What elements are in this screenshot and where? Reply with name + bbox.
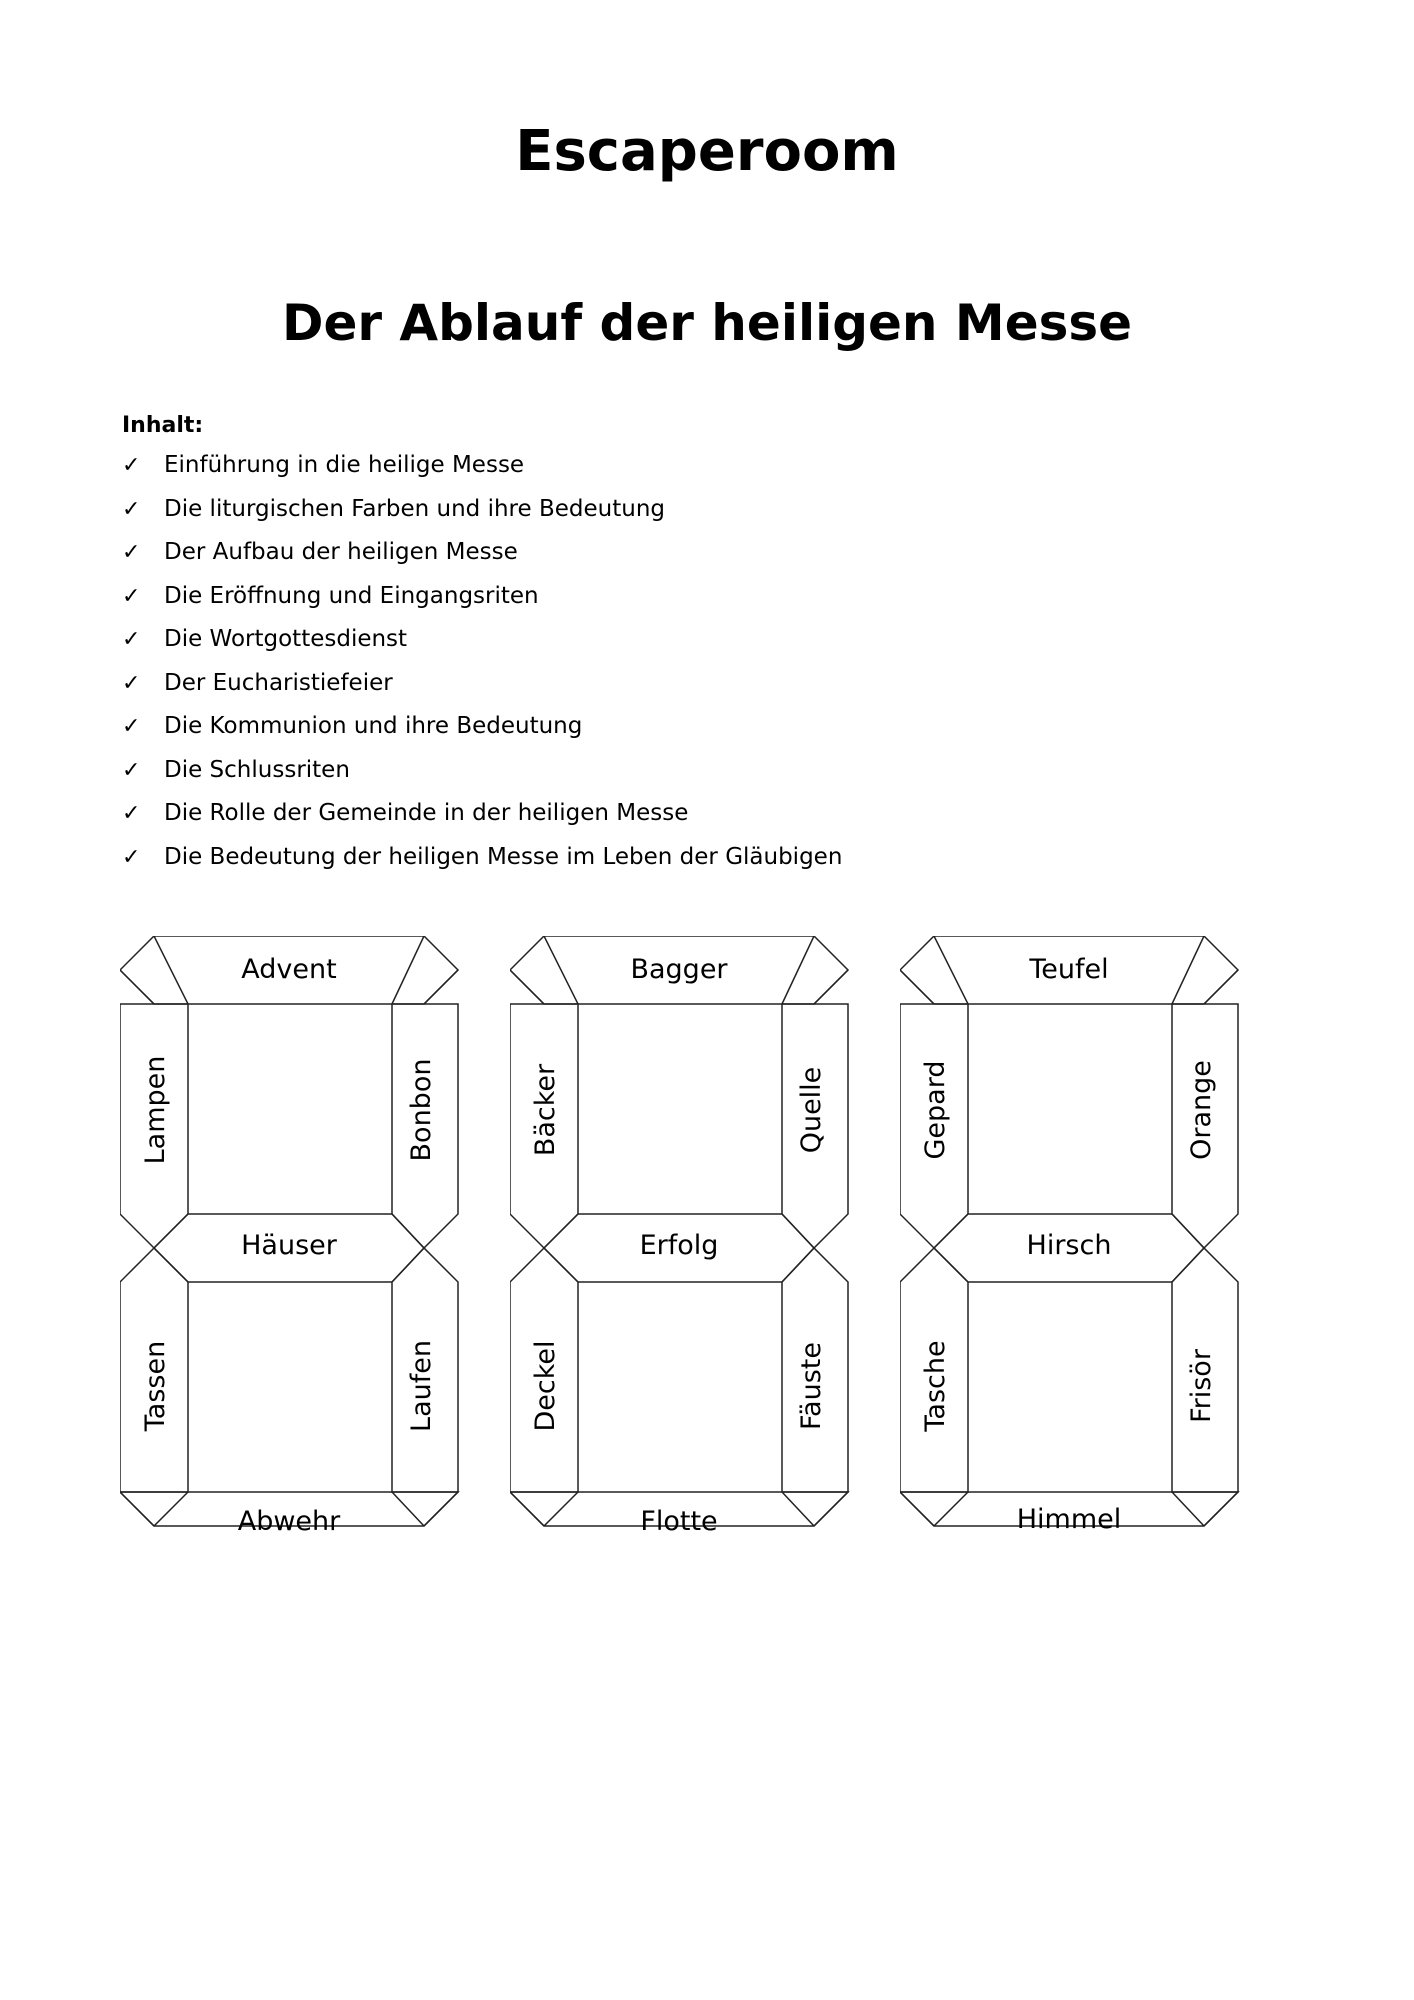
- content-item: [122, 705, 1322, 749]
- content-item: [122, 792, 1322, 836]
- content-item: [122, 531, 1322, 575]
- checkmark-icon: ✓: [122, 627, 141, 652]
- segment-lower-right-label: Fäuste: [796, 1342, 827, 1430]
- content-list: [122, 444, 1322, 879]
- segment-upper-right-label: Quelle: [796, 1066, 827, 1154]
- checkmark-icon: ✓: [122, 801, 141, 826]
- content-section: [122, 408, 1322, 879]
- segment-bottom-label: Flotte: [640, 1506, 718, 1537]
- segment-upper-right-label: Orange: [1186, 1060, 1217, 1160]
- segment-lower-right-label: Laufen: [406, 1340, 437, 1432]
- content-item: [122, 618, 1322, 662]
- content-item-text: Die Rolle der Gemeinde in der heiligen Messe: [164, 800, 689, 826]
- seven-segment-digit-3: [900, 936, 1246, 1566]
- seven-segment-puzzles: [120, 936, 1260, 1566]
- segment-middle-label: Häuser: [241, 1230, 337, 1261]
- content-item: [122, 662, 1322, 706]
- seven-segment-digit-1: [120, 936, 466, 1566]
- page-title: Escaperoom: [515, 119, 899, 184]
- content-item-text: Der Aufbau der heiligen Messe: [164, 539, 518, 565]
- content-item: [122, 575, 1322, 619]
- segment-lower-left-label: Deckel: [530, 1340, 561, 1432]
- content-item-text: Einführung in die heilige Messe: [164, 452, 525, 478]
- page-subtitle: Der Ablauf der heiligen Messe: [281, 294, 1133, 352]
- checkmark-icon: ✓: [122, 670, 141, 696]
- checkmark-icon: ✓: [122, 540, 141, 565]
- segment-top-label: Advent: [241, 954, 337, 985]
- seven-segment-digit-2: [510, 936, 856, 1566]
- content-item: [122, 749, 1322, 793]
- content-item-text: Die Kommunion und ihre Bedeutung: [164, 713, 583, 739]
- segment-top-label: Teufel: [1029, 954, 1109, 985]
- content-item: [122, 444, 1322, 488]
- content-item-text: Die Eröffnung und Eingangsriten: [164, 582, 539, 609]
- segment-lower-right-label: Frisör: [1186, 1349, 1217, 1423]
- content-item-text: Die Wortgottesdienst: [164, 626, 408, 652]
- segment-top-label: Bagger: [630, 954, 728, 985]
- segment-upper-left-label: Lampen: [140, 1055, 171, 1165]
- checkmark-icon: ✓: [122, 714, 141, 739]
- checkmark-icon: ✓: [122, 844, 141, 870]
- checkmark-icon: ✓: [122, 757, 141, 783]
- segment-middle-label: Erfolg: [639, 1230, 719, 1261]
- segment-upper-left-label: Bäcker: [530, 1063, 561, 1157]
- content-item-text: Die Bedeutung der heiligen Messe im Leben der Gläubigen: [164, 843, 843, 870]
- content-item-text: Die Schlussriten: [164, 756, 350, 783]
- content-item-text: Der Eucharistiefeier: [164, 669, 393, 696]
- segment-middle-label: Hirsch: [1026, 1230, 1112, 1261]
- segment-upper-right-label: Bonbon: [406, 1058, 437, 1162]
- segment-bottom-label: Abwehr: [237, 1506, 341, 1537]
- segment-upper-left-label: Gepard: [920, 1060, 951, 1160]
- segment-lower-left-label: Tasche: [920, 1340, 951, 1432]
- content-heading: Inhalt:: [122, 413, 204, 438]
- segment-bottom-label: Himmel: [1016, 1504, 1122, 1535]
- content-item-text: Die liturgischen Farben und ihre Bedeutung: [164, 495, 666, 522]
- content-item: [122, 836, 1322, 880]
- segment-lower-left-label: Tassen: [140, 1340, 171, 1432]
- content-item: [122, 488, 1322, 532]
- checkmark-icon: ✓: [122, 453, 141, 478]
- checkmark-icon: ✓: [122, 496, 141, 522]
- checkmark-icon: ✓: [122, 583, 141, 609]
